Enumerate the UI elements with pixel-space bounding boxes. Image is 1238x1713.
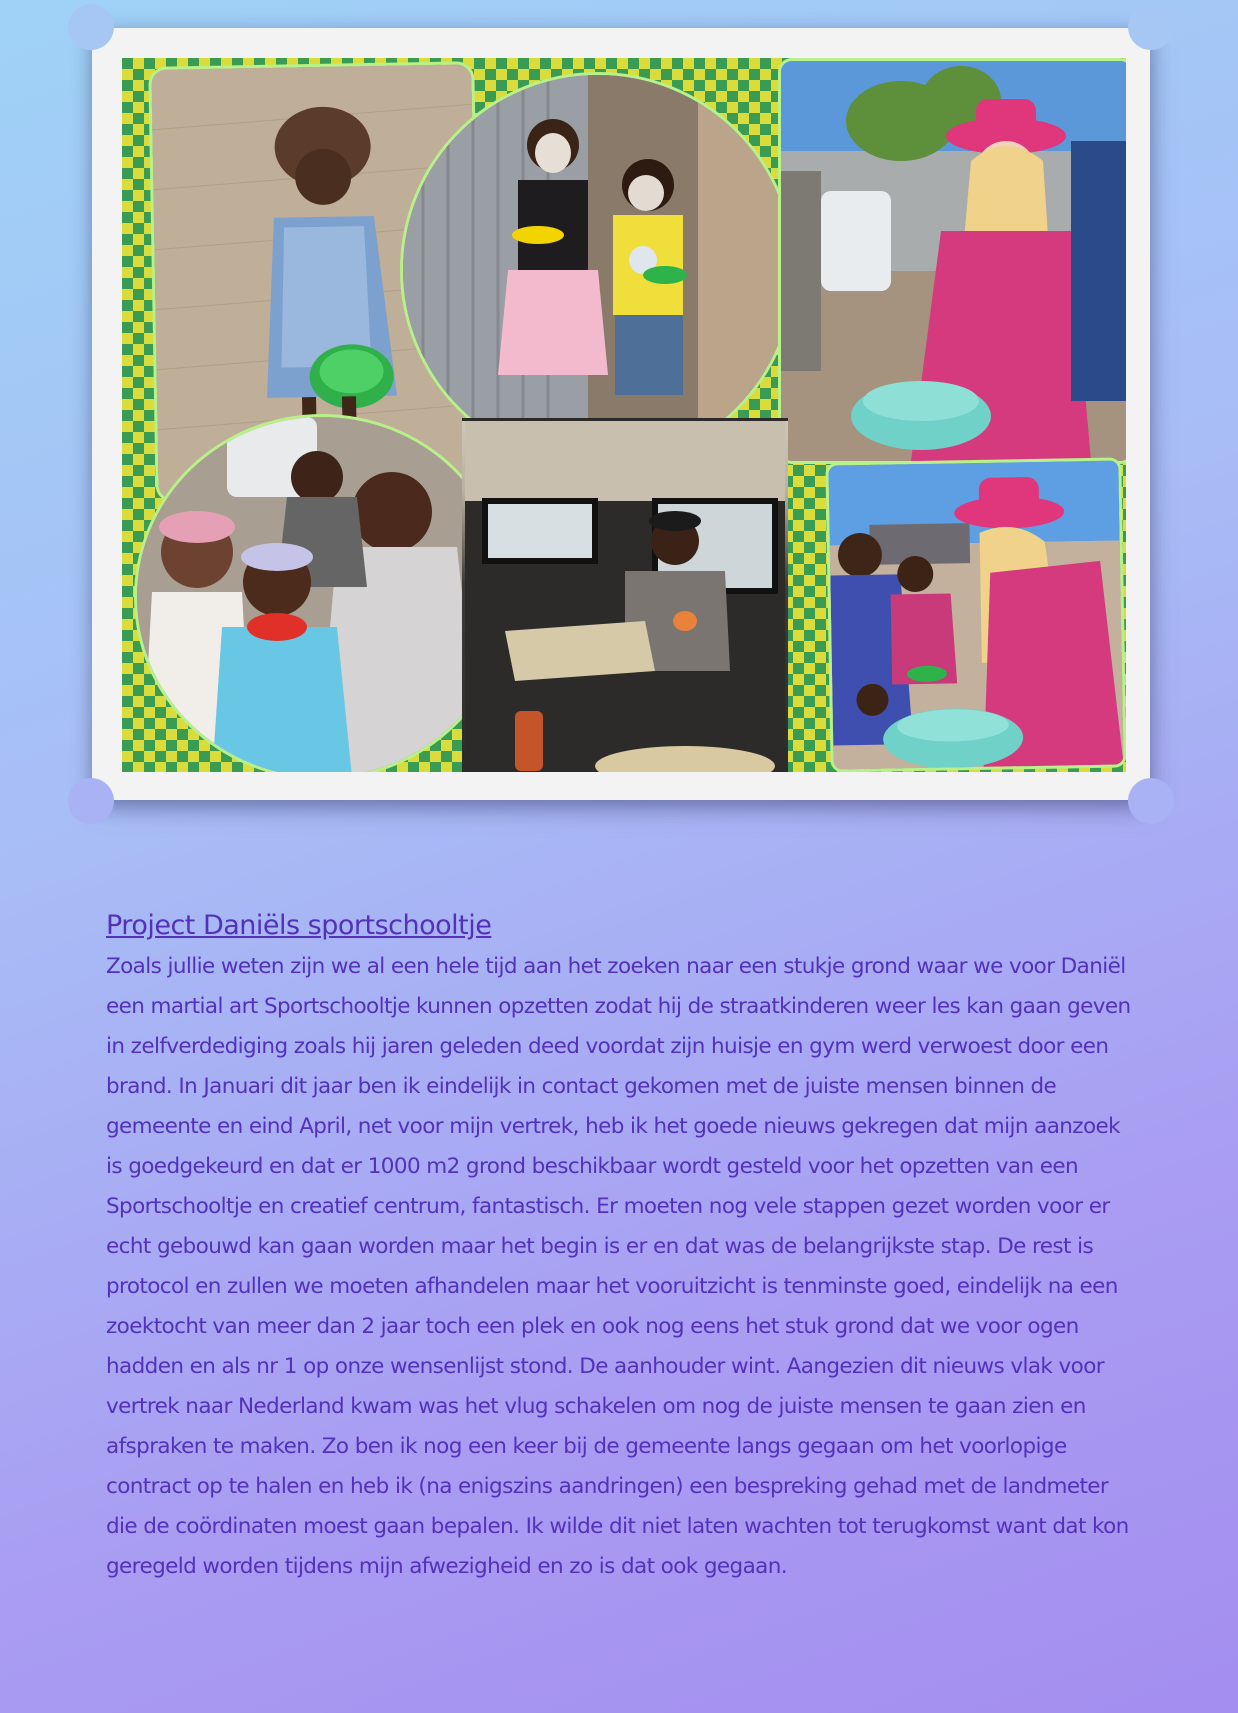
- frame-corner-bottom-right: [1128, 778, 1174, 824]
- photo-boy-in-truck: [462, 418, 788, 772]
- photo-woman-serving-food: [825, 457, 1126, 772]
- photo-three-women-eating: [134, 414, 510, 772]
- photo-collage: [122, 58, 1126, 772]
- photo-woman-in-pink-hat: [778, 58, 1126, 464]
- photo-two-children-with-bowls: [400, 72, 796, 468]
- frame-corner-top-right: [1128, 4, 1174, 50]
- frame-corner-bottom-left: [68, 778, 114, 824]
- article: [106, 910, 1136, 1587]
- frame-corner-top-left: [68, 4, 114, 50]
- article-body: Zoals jullie weten zijn we al een hele tijd aan het zoeken naar een stukje grond waar we voor Daniël een martial art Sportschooltje kunnen opzetten zodat hij de straatkinderen weer les kan gaan geven in zelfverdediging zoals hij jaren geleden deed voordat zijn huisje en gym werd verwoest door een brand. In Januari dit jaar ben ik eindelijk in contact gekomen met de juiste mensen binnen de gemeente en eind April, net voor mijn vertrek, heb ik het goede nieuws gekregen dat mijn aanzoek is goedgekeurd en dat er 1000 m2 grond beschikbaar wordt gesteld voor het opzetten van een Sportschooltje en creatief centrum, fantastisch. Er moeten nog vele stappen gezet worden voor er echt gebouwd kan gaan worden maar het begin is er en dat was de belangrijkste stap. De rest is protocol en zullen we moeten afhandelen maar het vooruitzicht is tenminste goed, eindelijk na een zoektocht van meer dan 2 jaar toch een plek en ook nog eens het stuk grond dat we voor ogen hadden en als nr 1 op onze wensenlijst stond. De aanhouder wint. Aangezien dit nieuws vlak voor vertrek naar Nederland kwam was het vlug schakelen om nog de juiste mensen te gaan zien en afspraken te maken. Zo ben ik nog een keer bij de gemeente langs gegaan om het voorlopige contract op te halen en heb ik (na enigszins aandringen) een bespreking gehad met de landmeter die de coördinaten moest gaan bepalen. Ik wilde dit niet laten wachten tot terugkomst want dat kon geregeld worden tijdens mijn afwezigheid en zo is dat ook gegaan.: [106, 954, 1131, 1579]
- article-heading: Project Daniëls sportschooltje: [106, 910, 492, 941]
